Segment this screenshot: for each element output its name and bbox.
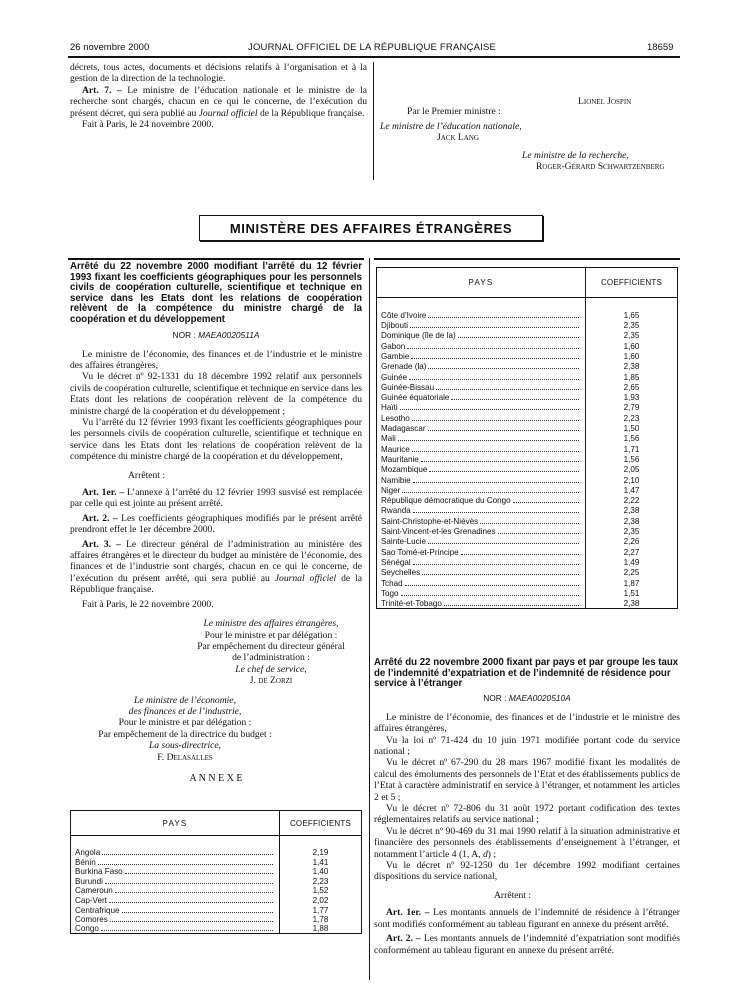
dot-leader	[428, 542, 579, 544]
done-at-paris: Fait à Paris, le 22 novembre 2000.	[82, 598, 214, 610]
coefficients-table-left	[70, 810, 362, 934]
table-row	[71, 924, 362, 934]
table-row	[71, 895, 362, 905]
dot-leader	[428, 316, 579, 318]
column-header-coefficients: COEFFICIENTS	[586, 268, 678, 298]
country-cell	[377, 402, 586, 412]
signature-block-foreign-affairs: Le ministre des affaires étrangères, Pour le ministre et par délégation : Par empêchement du directeur général de l’administration : Le chef de service, J. de Zorzi	[197, 618, 345, 687]
dot-leader	[429, 470, 579, 472]
country-name: Burkina Faso	[75, 867, 123, 877]
country-cell	[377, 330, 586, 340]
dot-leader	[413, 563, 579, 565]
table-row	[377, 515, 678, 525]
coefficient-value: 2,38	[586, 361, 678, 371]
dot-leader	[102, 853, 273, 855]
table-row	[377, 402, 678, 412]
table-row	[377, 577, 678, 587]
paragraph: Le ministre de l’économie, des finances et de l’industrie et le ministre des affaires étrangères,	[374, 711, 680, 735]
article-2: Art. 2. – Les montants annuels de l’indemnité d’expatriation sont modifiés conformément au tableau figurant en annexe du présent arrêté.	[374, 933, 680, 956]
coefficient-value: 2,19	[280, 836, 362, 858]
dot-leader	[451, 398, 579, 400]
dot-leader	[436, 388, 579, 390]
dot-leader	[498, 532, 579, 534]
signature-minister-name: Roger-Gérard Schwartzenberg	[536, 161, 665, 172]
table-row	[377, 567, 678, 577]
coefficient-value: 1,40	[280, 867, 362, 877]
table-row	[377, 371, 678, 381]
coefficient-value: 2,38	[586, 598, 678, 608]
coefficient-value: 2,23	[280, 876, 362, 886]
country-name: Haïti	[381, 403, 398, 413]
dot-leader	[407, 347, 579, 349]
dot-leader	[412, 419, 579, 421]
coefficient-value: 2,35	[586, 330, 678, 340]
country-name: Bénin	[75, 857, 96, 867]
paragraph: Vu l’arrêté du 12 février 1993 fixant les coefficients géographiques pour les personnels civils de coopération culturelle, scientifique et technique en service dans les Etats dont les relations de coopération relèvent de la compétence du ministre chargé de la coopération et du développement,	[70, 417, 362, 463]
dot-leader	[98, 863, 273, 865]
table-row	[377, 474, 678, 484]
table-row	[377, 557, 678, 567]
dot-leader	[513, 501, 579, 503]
country-name: Grenade (la)	[381, 362, 427, 372]
country-name: Mauritanie	[381, 454, 419, 464]
table-row	[71, 857, 362, 867]
table-row	[377, 495, 678, 505]
column-header-pays: PAYS	[71, 811, 280, 836]
country-cell	[377, 495, 586, 505]
signature-minister-name: Jack Lang	[437, 132, 479, 143]
country-cell	[377, 298, 586, 320]
paragraph: Vu le décret nº 90-469 du 31 mai 1990 relatif à la situation administrative et financière des personnels des établissements d’enseignement à l’étranger, et notamment l’article 4 (1, A, d) ;	[374, 825, 680, 860]
dot-leader	[110, 920, 273, 922]
dot-leader	[458, 336, 579, 338]
country-name: Tchad	[381, 578, 403, 588]
dot-leader	[428, 429, 579, 431]
dot-leader	[412, 450, 579, 452]
column-header-pays: PAYS	[377, 268, 586, 298]
country-cell	[377, 371, 586, 381]
country-name: Sénégal	[381, 557, 411, 567]
coefficient-value: 1,93	[586, 392, 678, 402]
country-cell	[71, 895, 280, 905]
country-cell	[377, 412, 586, 422]
table-row	[377, 588, 678, 598]
signature-block-economy: Le ministre de l’économie, des finances et de l’industrie, Pour le ministre et par délégation : Par empêchement de la directrice du budget : La sous-directrice, F. Delasalles	[98, 694, 272, 763]
table-header-row	[377, 268, 678, 298]
table-row	[71, 867, 362, 877]
coefficient-value: 1,56	[586, 433, 678, 443]
dot-leader	[115, 891, 273, 893]
table-row	[377, 536, 678, 546]
country-name: Burundi	[75, 876, 103, 886]
country-name: Mali	[381, 434, 396, 444]
country-name: Angola	[75, 848, 101, 858]
country-cell	[377, 464, 586, 474]
signature-minister-title: Le ministre de l’éducation nationale,	[380, 121, 522, 132]
coefficient-value: 2,23	[586, 412, 678, 422]
header-date: 26 novembre 2000	[70, 42, 150, 53]
table-row	[377, 330, 678, 340]
country-cell	[377, 536, 586, 546]
country-cell	[377, 361, 586, 371]
table-row	[377, 598, 678, 608]
coefficient-value: 1,56	[586, 454, 678, 464]
article-7: Art. 7. – Le ministre de l’éducation nationale et le ministre de la recherche sont chargés, chacun en ce qui le concerne, de l’exécution du présent décret, qui sera publié au Journal officiel de la République française.	[70, 84, 367, 119]
arretent: Arrêtent :	[128, 469, 166, 481]
country-cell	[71, 876, 280, 886]
country-name: Côte d’Ivoire	[381, 310, 427, 320]
dot-leader	[444, 604, 579, 606]
table-row	[377, 443, 678, 453]
column-divider	[369, 258, 370, 980]
annex-heading: A N N E X E	[189, 772, 243, 784]
dot-leader	[402, 491, 579, 493]
table-row	[71, 915, 362, 925]
country-name: Djibouti	[381, 321, 408, 331]
table-row	[71, 836, 362, 858]
coefficient-value: 2,25	[586, 567, 678, 577]
arrete-indemnites	[374, 658, 680, 956]
signature-label: Par le Premier ministre :	[407, 106, 501, 117]
paragraph: Vu la loi nº 71-424 du 10 juin 1971 modifiée portant code du service national ;	[374, 734, 680, 757]
country-name: Gabon	[381, 341, 406, 351]
dot-leader	[398, 439, 579, 441]
coefficient-value: 2,02	[280, 895, 362, 905]
country-name: Guinée	[381, 372, 408, 382]
dot-leader	[411, 357, 579, 359]
dot-leader	[413, 481, 579, 483]
coefficient-value: 1,47	[586, 485, 678, 495]
paragraph: décrets, tous actes, documents et décisions relatifs à l’organisation et à la gestion de la direction de la technologie.	[70, 62, 367, 85]
table-row	[377, 351, 678, 361]
country-name: Gambie	[381, 351, 410, 361]
dot-leader	[410, 326, 579, 328]
country-cell	[377, 474, 586, 484]
coefficient-value: 2,27	[586, 546, 678, 556]
country-cell	[377, 443, 586, 453]
country-name: Namibie	[381, 475, 411, 485]
country-name: Seychelles	[381, 568, 421, 578]
country-name: Madagascar	[381, 424, 426, 434]
country-cell	[71, 867, 280, 877]
coefficient-value: 2,26	[586, 536, 678, 546]
coefficient-value: 1,52	[280, 886, 362, 896]
coefficient-value: 2,65	[586, 382, 678, 392]
done-at-paris: Fait à Paris, le 24 novembre 2000.	[82, 119, 214, 131]
country-name: Saint-Vincent-et-les Grenadines	[381, 527, 496, 537]
paragraph: Vu le décret nº 92-1250 du 1er décembre 1992 modifiant certaines dispositions du service national,	[374, 860, 680, 883]
header-rule	[68, 56, 680, 58]
table-row	[71, 876, 362, 886]
nor-reference: NOR : MAEA0020511A	[172, 329, 260, 340]
coefficient-value: 1,77	[280, 905, 362, 915]
coefficient-value: 2,38	[586, 505, 678, 515]
table-row	[377, 454, 678, 464]
coefficient-value: 1,71	[586, 443, 678, 453]
paragraph: Vu le décret nº 72-806 du 31 août 1972 portant codification des textes réglementaires relatifs au service national ;	[374, 803, 680, 826]
country-name: Rwanda	[381, 506, 411, 516]
country-cell	[377, 567, 586, 577]
country-name: Lesotho	[381, 413, 410, 423]
coefficient-value: 1,88	[280, 924, 362, 934]
coefficient-value: 2,35	[586, 320, 678, 330]
header-journal-title: JOURNAL OFFICIEL DE LA RÉPUBLIQUE FRANÇAISE	[248, 42, 497, 53]
dot-leader	[101, 929, 273, 931]
country-name: Cap-Vert	[75, 896, 107, 906]
previous-decree-end	[70, 62, 367, 130]
country-name: Comores	[75, 915, 108, 925]
paragraph: Vu le décret nº 67-290 du 28 mars 1967 modifié fixant les modalités de calcul des émoluments des personnels de l’Etat et des établissements publics de l’Etat à caractère administratif en service à l’étranger, et notamment les articles 2 et 5 ;	[374, 757, 680, 803]
coefficients-table-right	[376, 267, 678, 609]
dot-leader	[125, 872, 273, 874]
article-1: Art. 1er. – Les montants annuels de l’indemnité de résidence à l’étranger sont modifiés conformément au tableau figurant en annexe du présent arrêté.	[374, 907, 680, 930]
table-row	[377, 298, 678, 320]
dot-leader	[480, 522, 579, 524]
dot-leader	[428, 367, 579, 369]
country-name: Mozambique	[381, 465, 428, 475]
country-name: Dominique (île de la)	[381, 331, 456, 341]
coefficient-value: 2,38	[586, 515, 678, 525]
dot-leader	[421, 460, 579, 462]
country-name: Congo	[75, 924, 99, 934]
table-row	[377, 546, 678, 556]
country-cell	[71, 924, 280, 934]
table-row	[71, 905, 362, 915]
table-row	[377, 485, 678, 495]
country-cell	[377, 454, 586, 464]
coefficient-value: 2,79	[586, 402, 678, 412]
section-rule	[68, 258, 364, 260]
coefficient-value: 2,22	[586, 495, 678, 505]
coefficient-value: 2,35	[586, 526, 678, 536]
country-name: Trinité-et-Tobago	[381, 598, 442, 608]
country-name: Guinée-Bissau	[381, 382, 435, 392]
coefficient-value: 1,78	[280, 915, 362, 925]
country-name: Cameroun	[75, 886, 113, 896]
country-cell	[377, 320, 586, 330]
paragraph: Vu le décret nº 92-1331 du 18 décembre 1992 relatif aux personnels civils de coopération culturelle, scientifique et technique en service dans les Etats dont les relations de coopération relèvent de la compétence du ministre chargé de la coopération et du développement ;	[70, 371, 362, 417]
country-cell	[377, 392, 586, 402]
coefficient-value: 1,65	[586, 298, 678, 320]
table-row	[377, 464, 678, 474]
coefficient-value: 1,41	[280, 857, 362, 867]
coefficient-value: 2,05	[586, 464, 678, 474]
country-cell	[377, 382, 586, 392]
dot-leader	[122, 911, 273, 913]
dot-leader	[405, 584, 579, 586]
arrete-title: Arrêté du 22 novembre 2000 modifiant l’arrêté du 12 février 1993 fixant les coefficients géographiques pour les personnels civils de coopération culturelle, scientifique et technique en service dans les Etats dont les relations de coopération relèvent de la compétence du ministre chargé de la coopération et du développement	[70, 261, 362, 325]
country-cell	[71, 915, 280, 925]
article-2: Art. 2. – Les coefficients géographiques modifiés par le présent arrêté prendront effet le 1er décembre 2000.	[70, 512, 362, 536]
country-cell	[377, 577, 586, 587]
article-3: Art. 3. – Le directeur général de l’administration au ministère des affaires étrangères et le directeur du budget au ministère de l’économie, des finances et de l’industrie sont chargés, chacun en ce qui le concerne, de l’exécution du présent arrêté, qui sera publié au Journal officiel de la République française.	[70, 538, 362, 596]
country-name: Maurice	[381, 444, 410, 454]
table-row	[377, 526, 678, 536]
country-cell	[377, 598, 586, 608]
dot-leader	[461, 553, 579, 555]
coefficient-value: 2,10	[586, 474, 678, 484]
arretent: Arrêtent :	[494, 889, 532, 901]
table-row	[71, 886, 362, 896]
country-cell	[377, 526, 586, 536]
country-name: Centrafrique	[75, 905, 120, 915]
coefficient-value: 1,49	[586, 557, 678, 567]
dot-leader	[105, 882, 273, 884]
table-row	[377, 412, 678, 422]
dot-leader	[413, 511, 579, 513]
country-name: Niger	[381, 485, 401, 495]
coefficient-value: 1,60	[586, 351, 678, 361]
table-header-row	[71, 811, 362, 836]
country-name: Sainte-Lucie	[381, 537, 426, 547]
country-cell	[71, 836, 280, 858]
country-cell	[71, 886, 280, 896]
article-1: Art. 1er. – L’annexe à l’arrêté du 12 février 1993 susvisé est remplacée par celle qui est jointe au présent arrêté.	[70, 487, 362, 510]
paragraph: Le ministre de l’économie, des finances et de l’industrie et le ministre des affaires étrangères,	[70, 348, 362, 371]
table-row	[377, 320, 678, 330]
coefficient-value: 1,51	[586, 588, 678, 598]
column-divider-top	[373, 62, 374, 180]
table-row	[377, 361, 678, 371]
table-row	[377, 392, 678, 402]
ministry-heading: MINISTÈRE DES AFFAIRES ÉTRANGÈRES	[199, 215, 543, 241]
arrete-coefficients	[70, 262, 362, 784]
table-row	[377, 423, 678, 433]
dot-leader	[422, 573, 579, 575]
section-rule	[374, 258, 680, 260]
coefficient-value: 1,85	[586, 371, 678, 381]
country-cell	[71, 857, 280, 867]
country-cell	[377, 423, 586, 433]
country-cell	[377, 515, 586, 525]
coefficient-value: 1,50	[586, 423, 678, 433]
country-name: Togo	[381, 588, 399, 598]
country-cell	[377, 557, 586, 567]
header-page-number: 18659	[647, 42, 674, 53]
country-cell	[377, 505, 586, 515]
country-cell	[377, 485, 586, 495]
dot-leader	[409, 378, 579, 380]
country-cell	[377, 546, 586, 556]
country-cell	[377, 588, 586, 598]
country-cell	[377, 433, 586, 443]
country-name: Guinée équatoriale	[381, 393, 450, 403]
arrete-title: Arrêté du 22 novembre 2000 fixant par pays et par groupe les taux de l’indemnité d’expatriation et de l’indemnité de résidence pour service à l’étranger	[374, 657, 679, 690]
country-name: République démocratique du Congo	[381, 496, 511, 506]
table-row	[377, 340, 678, 350]
dot-leader	[401, 594, 579, 596]
coefficient-value: 1,60	[586, 340, 678, 350]
country-name: Saint-Christophe-et-Niévès	[381, 516, 479, 526]
signature-prime-minister: Lionel Jospin	[578, 96, 632, 107]
table-row	[377, 505, 678, 515]
signature-minister-title: Le ministre de la recherche,	[522, 150, 629, 161]
table-row	[377, 382, 678, 392]
dot-leader	[109, 901, 273, 903]
coefficient-value: 1,87	[586, 577, 678, 587]
country-cell	[377, 351, 586, 361]
nor-reference: NOR : MAEA0020510A	[483, 692, 571, 703]
country-cell	[377, 340, 586, 350]
table-row	[377, 433, 678, 443]
dot-leader	[400, 408, 579, 410]
country-cell	[71, 905, 280, 915]
column-header-coefficients: COEFFICIENTS	[280, 811, 362, 836]
country-name: Sao Tomé-et-Principe	[381, 547, 459, 557]
